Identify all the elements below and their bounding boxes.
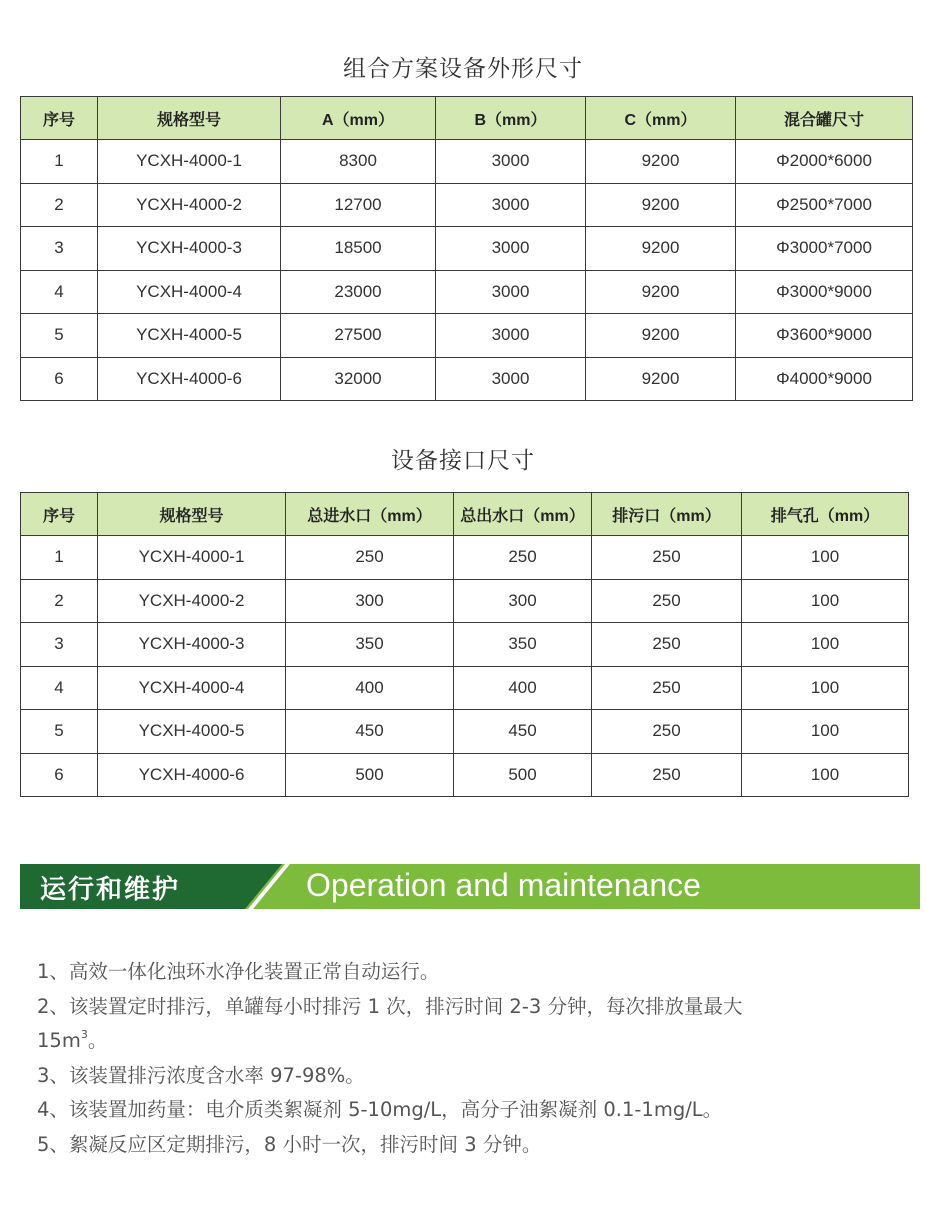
- table-cell: 500: [454, 753, 592, 797]
- table-cell: 3000: [436, 227, 586, 271]
- table-row: [21, 183, 913, 227]
- table-cell: 100: [742, 536, 909, 580]
- table-cell: YCXH-4000-5: [98, 314, 281, 358]
- table-cell: YCXH-4000-2: [98, 183, 281, 227]
- table-cell: Φ2000*6000: [736, 140, 913, 184]
- col-header: A（mm）: [281, 97, 436, 140]
- table-cell: 3000: [436, 183, 586, 227]
- col-header: 总进水口（mm）: [286, 493, 454, 536]
- col-header: 总出水口（mm）: [454, 493, 592, 536]
- note-item: 1、高效一体化浊环水净化装置正常自动运行。: [37, 960, 440, 983]
- table-row: [21, 314, 913, 358]
- table-cell: 18500: [281, 227, 436, 271]
- banner-title-en: Operation and maintenance: [306, 867, 701, 903]
- table-cell: 300: [454, 579, 592, 623]
- table-cell: YCXH-4000-6: [98, 357, 281, 401]
- table-row: [21, 710, 909, 754]
- col-header: C（mm）: [586, 97, 736, 140]
- table-cell: 250: [592, 579, 742, 623]
- table-cell: 250: [592, 623, 742, 667]
- table-cell: 27500: [281, 314, 436, 358]
- note-text: 。: [87, 1029, 108, 1052]
- note-item: 2、该装置定时排污，单罐每小时排污 1 次，排污时间 2-3 分钟，每次排放量最大: [37, 994, 743, 1018]
- table-cell: YCXH-4000-1: [98, 140, 281, 184]
- table-cell: 250: [454, 536, 592, 580]
- table-cell: 100: [742, 753, 909, 797]
- table-cell: 3000: [436, 270, 586, 314]
- table-header-row: [21, 97, 913, 140]
- table-cell: 3: [21, 227, 98, 271]
- interface-table: [20, 492, 909, 797]
- table-cell: 9200: [586, 140, 736, 184]
- table-header-row: [21, 493, 909, 536]
- table-cell: 12700: [281, 183, 436, 227]
- table-cell: 8300: [281, 140, 436, 184]
- table-row: [21, 753, 909, 797]
- table-row: [21, 579, 909, 623]
- table-cell: 100: [742, 579, 909, 623]
- table-cell: 250: [592, 536, 742, 580]
- table-cell: YCXH-4000-4: [98, 270, 281, 314]
- col-header: 规格型号: [98, 493, 286, 536]
- table-cell: 3000: [436, 314, 586, 358]
- table-cell: 9200: [586, 227, 736, 271]
- table-cell: 450: [454, 710, 592, 754]
- note-item: 5、絮凝反应区定期排污，8 小时一次，排污时间 3 分钟。: [37, 1132, 542, 1156]
- table-cell: 9200: [586, 357, 736, 401]
- note-item: 3、该装置排污浓度含水率 97-98%。: [37, 1063, 365, 1087]
- table2-title: 设备接口尺寸: [391, 448, 535, 474]
- dimensions-table: [20, 96, 913, 401]
- table-cell: YCXH-4000-1: [98, 536, 286, 580]
- table-row: [21, 227, 913, 271]
- table-cell: 5: [21, 710, 98, 754]
- table-cell: 450: [286, 710, 454, 754]
- table-cell: 500: [286, 753, 454, 797]
- table-cell: 5: [21, 314, 98, 358]
- table-cell: Φ3000*9000: [736, 270, 913, 314]
- table-row: [21, 536, 909, 580]
- table1-title: 组合方案设备外形尺寸: [343, 56, 583, 82]
- col-header: B（mm）: [436, 97, 586, 140]
- table-cell: Φ4000*9000: [736, 357, 913, 401]
- table-cell: 300: [286, 579, 454, 623]
- col-header: 序号: [21, 97, 98, 140]
- table-cell: 250: [592, 753, 742, 797]
- table-cell: 1: [21, 536, 98, 580]
- table-cell: YCXH-4000-2: [98, 579, 286, 623]
- table-cell: 250: [592, 710, 742, 754]
- table-cell: 6: [21, 357, 98, 401]
- table-cell: 3000: [436, 357, 586, 401]
- section-banner: [20, 864, 920, 909]
- note-item-continued: [37, 1024, 907, 1059]
- table-cell: 32000: [281, 357, 436, 401]
- table-cell: 1: [21, 140, 98, 184]
- table-cell: 4: [21, 270, 98, 314]
- table-cell: 23000: [281, 270, 436, 314]
- maintenance-notes: [37, 955, 907, 1162]
- table-cell: 100: [742, 666, 909, 710]
- col-header: 排污口（mm）: [592, 493, 742, 536]
- table-row: [21, 270, 913, 314]
- table-row: [21, 666, 909, 710]
- table-cell: Φ3600*9000: [736, 314, 913, 358]
- table-cell: 350: [454, 623, 592, 667]
- table-cell: 9200: [586, 314, 736, 358]
- col-header: 序号: [21, 493, 98, 536]
- table-cell: 6: [21, 753, 98, 797]
- banner-title-cn: 运行和维护: [40, 875, 181, 905]
- table-cell: 250: [592, 666, 742, 710]
- table-cell: 3: [21, 623, 98, 667]
- table-cell: 2: [21, 183, 98, 227]
- table-cell: YCXH-4000-4: [98, 666, 286, 710]
- col-header: 排气孔（mm）: [742, 493, 909, 536]
- table-cell: YCXH-4000-3: [98, 623, 286, 667]
- table-row: [21, 140, 913, 184]
- table-cell: 400: [286, 666, 454, 710]
- col-header: 规格型号: [98, 97, 281, 140]
- table-cell: YCXH-4000-6: [98, 753, 286, 797]
- table-cell: 100: [742, 623, 909, 667]
- table-cell: 2: [21, 579, 98, 623]
- note-text: 15m: [37, 1029, 81, 1052]
- table-cell: 3000: [436, 140, 586, 184]
- note-item: 4、该装置加药量：电介质类絮凝剂 5-10mg/L，高分子油絮凝剂 0.1-1mg/L。: [37, 1098, 723, 1121]
- table-cell: 250: [286, 536, 454, 580]
- table-cell: 9200: [586, 183, 736, 227]
- table-cell: Φ3000*7000: [736, 227, 913, 271]
- table-cell: 100: [742, 710, 909, 754]
- col-header: 混合罐尺寸: [736, 97, 913, 140]
- table-cell: Φ2500*7000: [736, 183, 913, 227]
- table-row: [21, 623, 909, 667]
- table-cell: 350: [286, 623, 454, 667]
- table-cell: 9200: [586, 270, 736, 314]
- table-cell: 400: [454, 666, 592, 710]
- superscript: 3: [80, 1028, 88, 1041]
- table-cell: 4: [21, 666, 98, 710]
- table-row: [21, 357, 913, 401]
- table-cell: YCXH-4000-5: [98, 710, 286, 754]
- table-cell: YCXH-4000-3: [98, 227, 281, 271]
